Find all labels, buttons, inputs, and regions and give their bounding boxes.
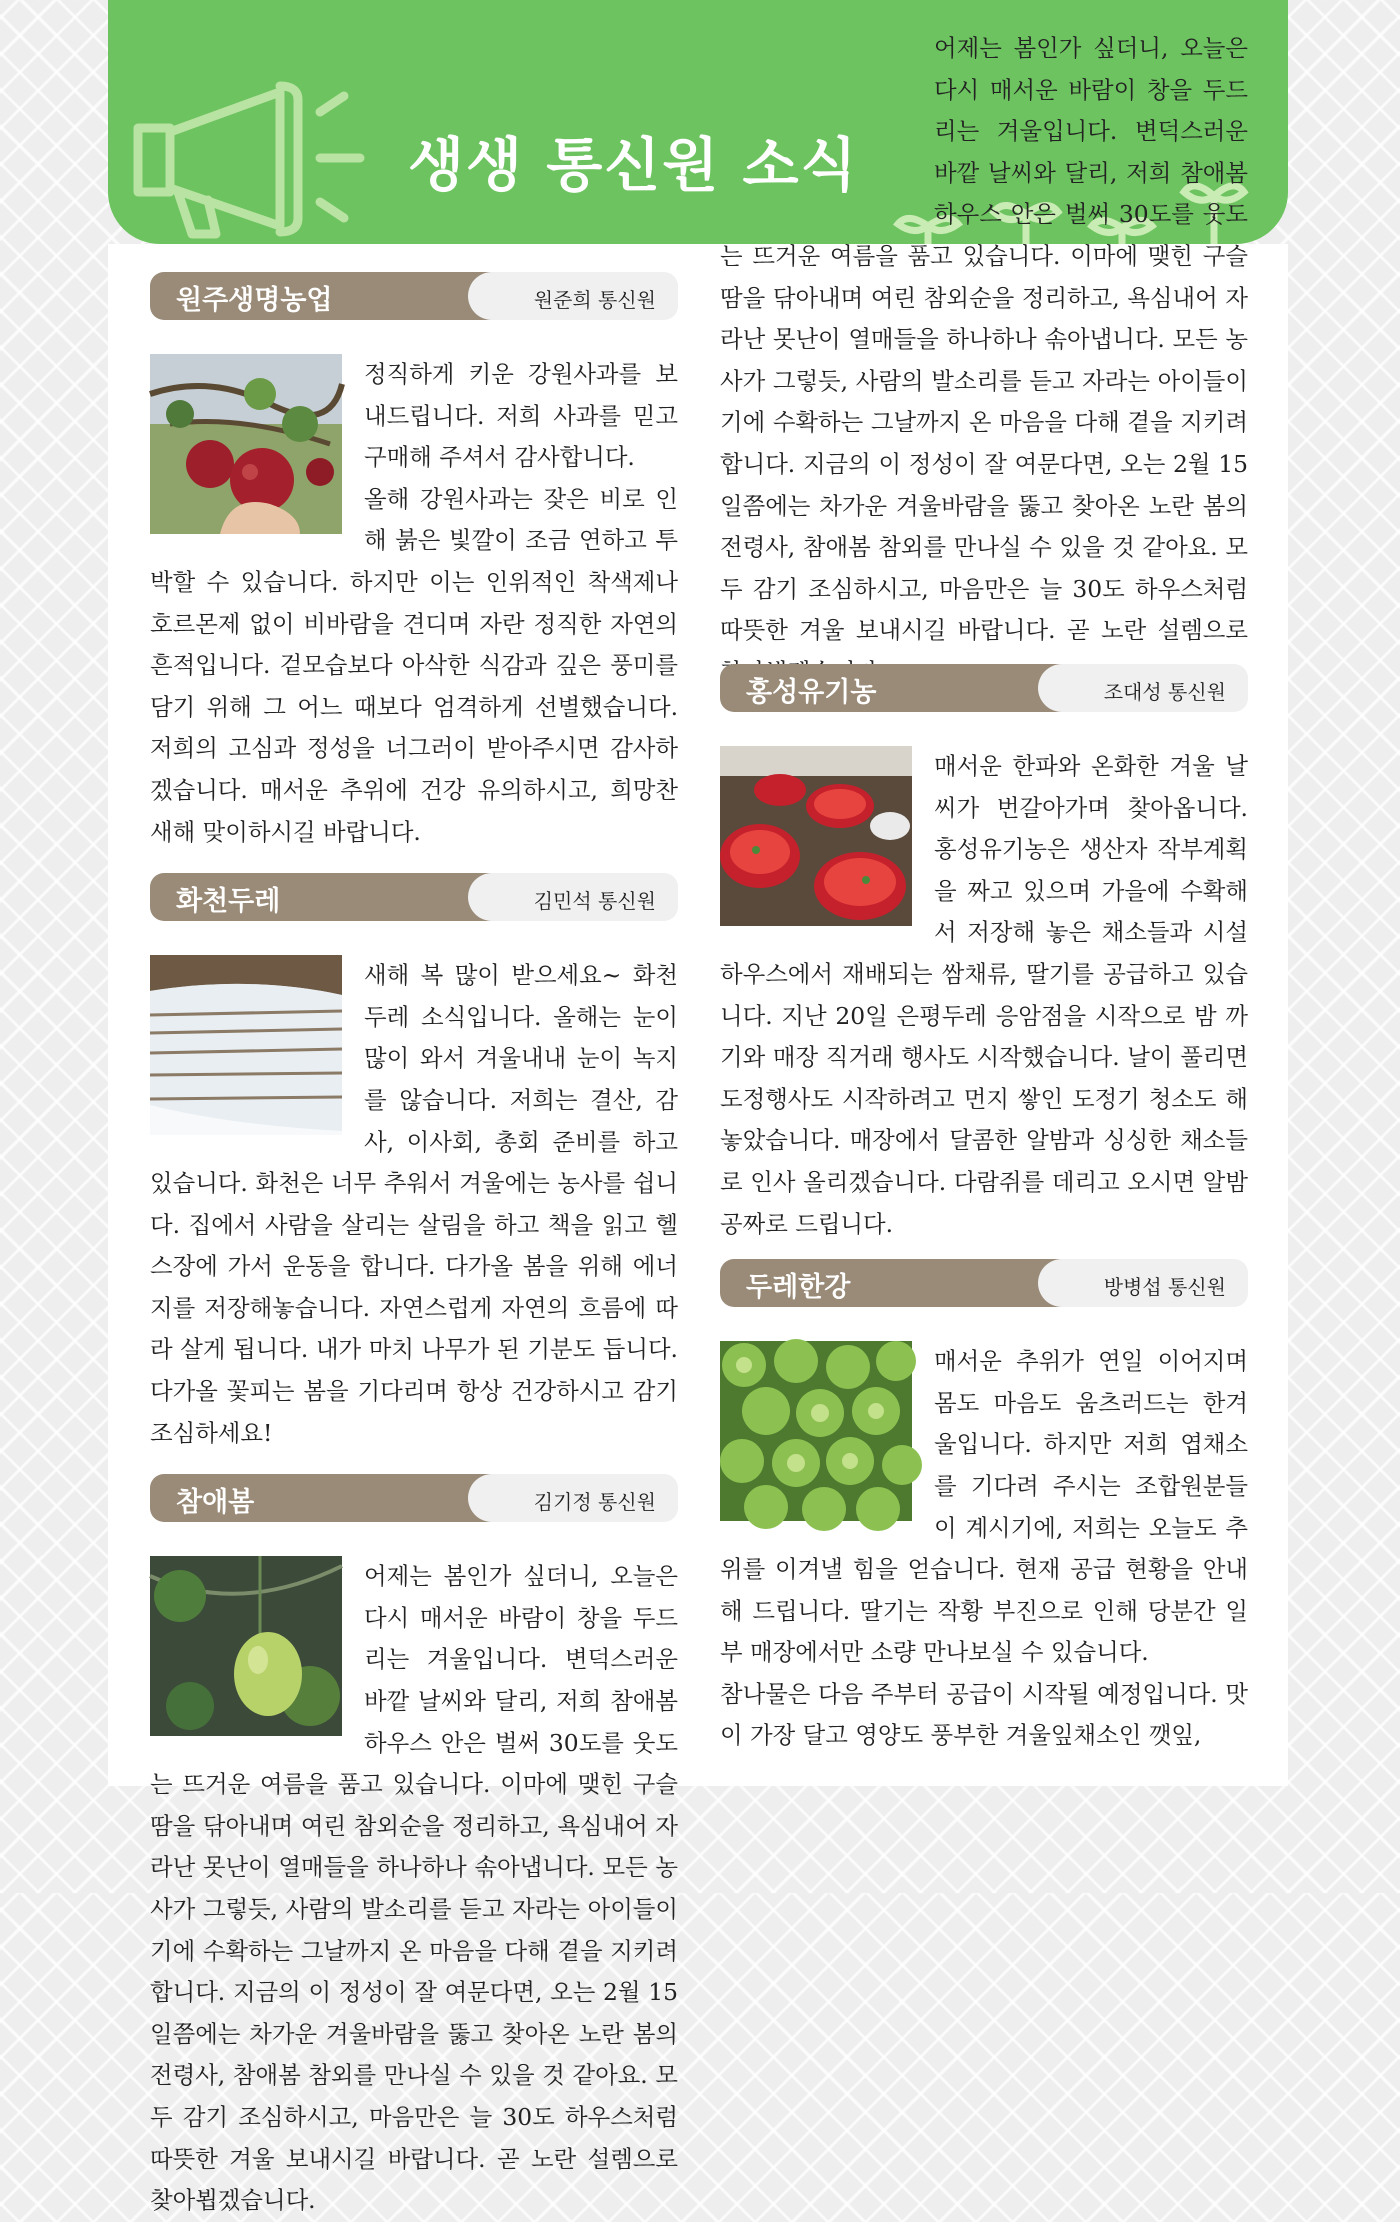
section-author: 조대성 통신원 <box>1103 680 1226 704</box>
section-author: 김민석 통신원 <box>533 889 656 914</box>
section-title: 참애봄 <box>176 1487 255 1519</box>
page-title: 생생 통신원 소식 <box>408 131 859 199</box>
section-header <box>150 1474 678 1522</box>
section-header <box>150 873 678 921</box>
section-author: 김기정 통신원 <box>533 1490 656 1515</box>
section-body: 매서운 한파와 온화한 겨울 날씨가 번갈아가며 찾아옵니다. 홍성유기농은 생산자 작부계획을 짜고 있으며 가을에 수확해서 저장해 놓은 채소들과 시설하우스에서 재배되는 쌈채류, 딸기를 공급하고 있습니다. 지난 20일 은평두레 응암점을 시작으로 밤 까기와 매장 직거래 행사도 시작했습니다. 날이 풀리면 도정행사도 시작하려고 먼지 쌓인 도정기 청소도 해놓았습니다. 매장에서 달콤한 알밤과 싱싱한 채소들로 인사 올리겠습니다. 다람쥐를 데리고 오시면 알밤 공짜로 드립니다. <box>720 746 1248 1245</box>
section-header <box>720 664 1248 712</box>
section-title: 원주생명농업 <box>176 285 333 316</box>
section-body: 매서운 추위가 연일 이어지며 몸도 마음도 움츠러드는 한겨울입니다. 하지만 저희 엽채소를 기다려 주시는 조합원분들이 계시기에, 저희는 오늘도 추위를 이겨낼 힘을 얻습니다. 현재 공급 현황을 안내해 드립니다. 딸기는 작황 부진으로 인해 당분간 일부 매장에서만 소량 만나보실 수 있습니다. 참나물은 다음 주부터 공급이 시작될 예정입니다. 맛이 가장 달고 영양도 풍부한 겨울잎채소인 깻잎, <box>720 1341 1248 1757</box>
lettuce-photo <box>720 1341 912 1521</box>
section-body: 어제는 봄인가 싶더니, 오늘은 다시 매서운 바람이 창을 두드리는 겨울입니다. 변덕스러운 바깥 날씨와 달리, 저희 참애봄 하우스 안은 벌써 30도를 웃도는 뜨거운 여름을 품고 있습니다. 이마에 맺힌 구슬땀을 닦아내며 여린 참외순을 정리하고, 욕심내어 자라난 못난이 열매들을 하나하나 솎아냅니다. 모든 농사가 그렇듯, 사람의 발소리를 듣고 자라는 아이들이기에 수확하는 그날까지 온 마음을 다해 곁을 지키려 합니다. 지금의 이 정성이 잘 여문다면, 오는 2월 15일쯤에는 차가운 겨울바람을 뚫고 찾아온 노란 봄의 전령사, 참애봄 참외를 만나실 수 있을 것 같아요. 모두 감기 조심하시고, 마음만은 늘 30도 하우스처럼 따뜻한 겨울 보내시길 바랍니다. 곧 노란 설렘으로 찾아뵙겠습니다. <box>150 1556 678 1792</box>
section-header <box>150 272 678 320</box>
apple-photo <box>150 354 342 534</box>
section-title: 홍성유기농 <box>746 677 877 708</box>
snowy-field-photo <box>150 955 342 1135</box>
section-body-continued: 어제는 봄인가 싶더니, 오늘은 다시 매서운 바람이 창을 두드리는 겨울입니다. 변덕스러운 바깥 날씨와 달리, 저희 참애봄 하우스 안은 벌써 30도를 웃도는 뜨거운 여름을 품고 있습니다. 이마에 맺힌 구슬땀을 닦아내며 여린 참외순을 정리하고, 욕심내어 자라난 못난이 열매들을 하나하나 솎아냅니다. 모든 농사가 그렇듯, 사람의 발소리를 듣고 자라는 아이들이기에 수확하는 그날까지 온 마음을 다해 곁을 지키려 합니다. 지금의 이 정성이 잘 여문다면, 오는 2월 15일쯤에는 차가운 겨울바람을 뚫고 찾아온 노란 봄의 전령사, 참애봄 참외를 만나실 수 있을 것 같아요. 모두 감기 조심하시고, 마음만은 늘 30도 하우스처럼 따뜻한 겨울 보내시길 바랍니다. 곧 노란 설렘으로 <box>720 34 1248 645</box>
right-column <box>720 34 1248 1757</box>
section-title: 두레한강 <box>746 1272 851 1304</box>
section-author: 방병섭 통신원 <box>1103 1275 1226 1300</box>
strawberry-photo <box>720 746 912 926</box>
section-header <box>720 1259 1248 1307</box>
melon-photo <box>150 1556 342 1736</box>
section-body: 새해 복 많이 받으세요~ 화천두레 소식입니다. 올해는 눈이 많이 와서 겨울내내 눈이 녹지를 않습니다. 저희는 결산, 감사, 이사회, 총회 준비를 하고 있습니다. 화천은 너무 추워서 겨울에는 농사를 쉽니다. 집에서 사람을 살리는 살림을 하고 책을 읽고 헬스장에 가서 운동을 합니다. 다가올 봄을 위해 에너지를 저장해놓습니다. 자연스럽게 자연의 흐름에 따라 살게 됩니다. 내가 마치 나무가 된 기분도 듭니다. 다가올 꽃피는 봄을 기다리며 항상 건강하시고 감기 조심하세요! <box>150 955 678 1454</box>
left-column <box>150 272 678 2215</box>
section-author: 원준희 통신원 <box>533 288 656 312</box>
section-body: 정직하게 키운 강원사과를 보내드립니다. 저희 사과를 믿고 구매해 주셔서 감사합니다. 올해 강원사과는 잦은 비로 인해 붉은 빛깔이 조금 연하고 투박할 수 있습니다. 하지만 이는 인위적인 착색제나 호르몬제 없이 비바람을 견디며 자란 정직한 자연의 흔적입니다. 겉모습보다 아삭한 식감과 깊은 풍미를 담기 위해 그 어느 때보다 엄격하게 선별했습니다. 저희의 고심과 정성을 너그러이 받아주시면 감사하겠습니다. 매서운 추위에 건강 유의하시고, 희망찬 새해 맞이하시길 바랍니다. <box>150 354 678 853</box>
section-title: 화천두레 <box>176 886 281 918</box>
